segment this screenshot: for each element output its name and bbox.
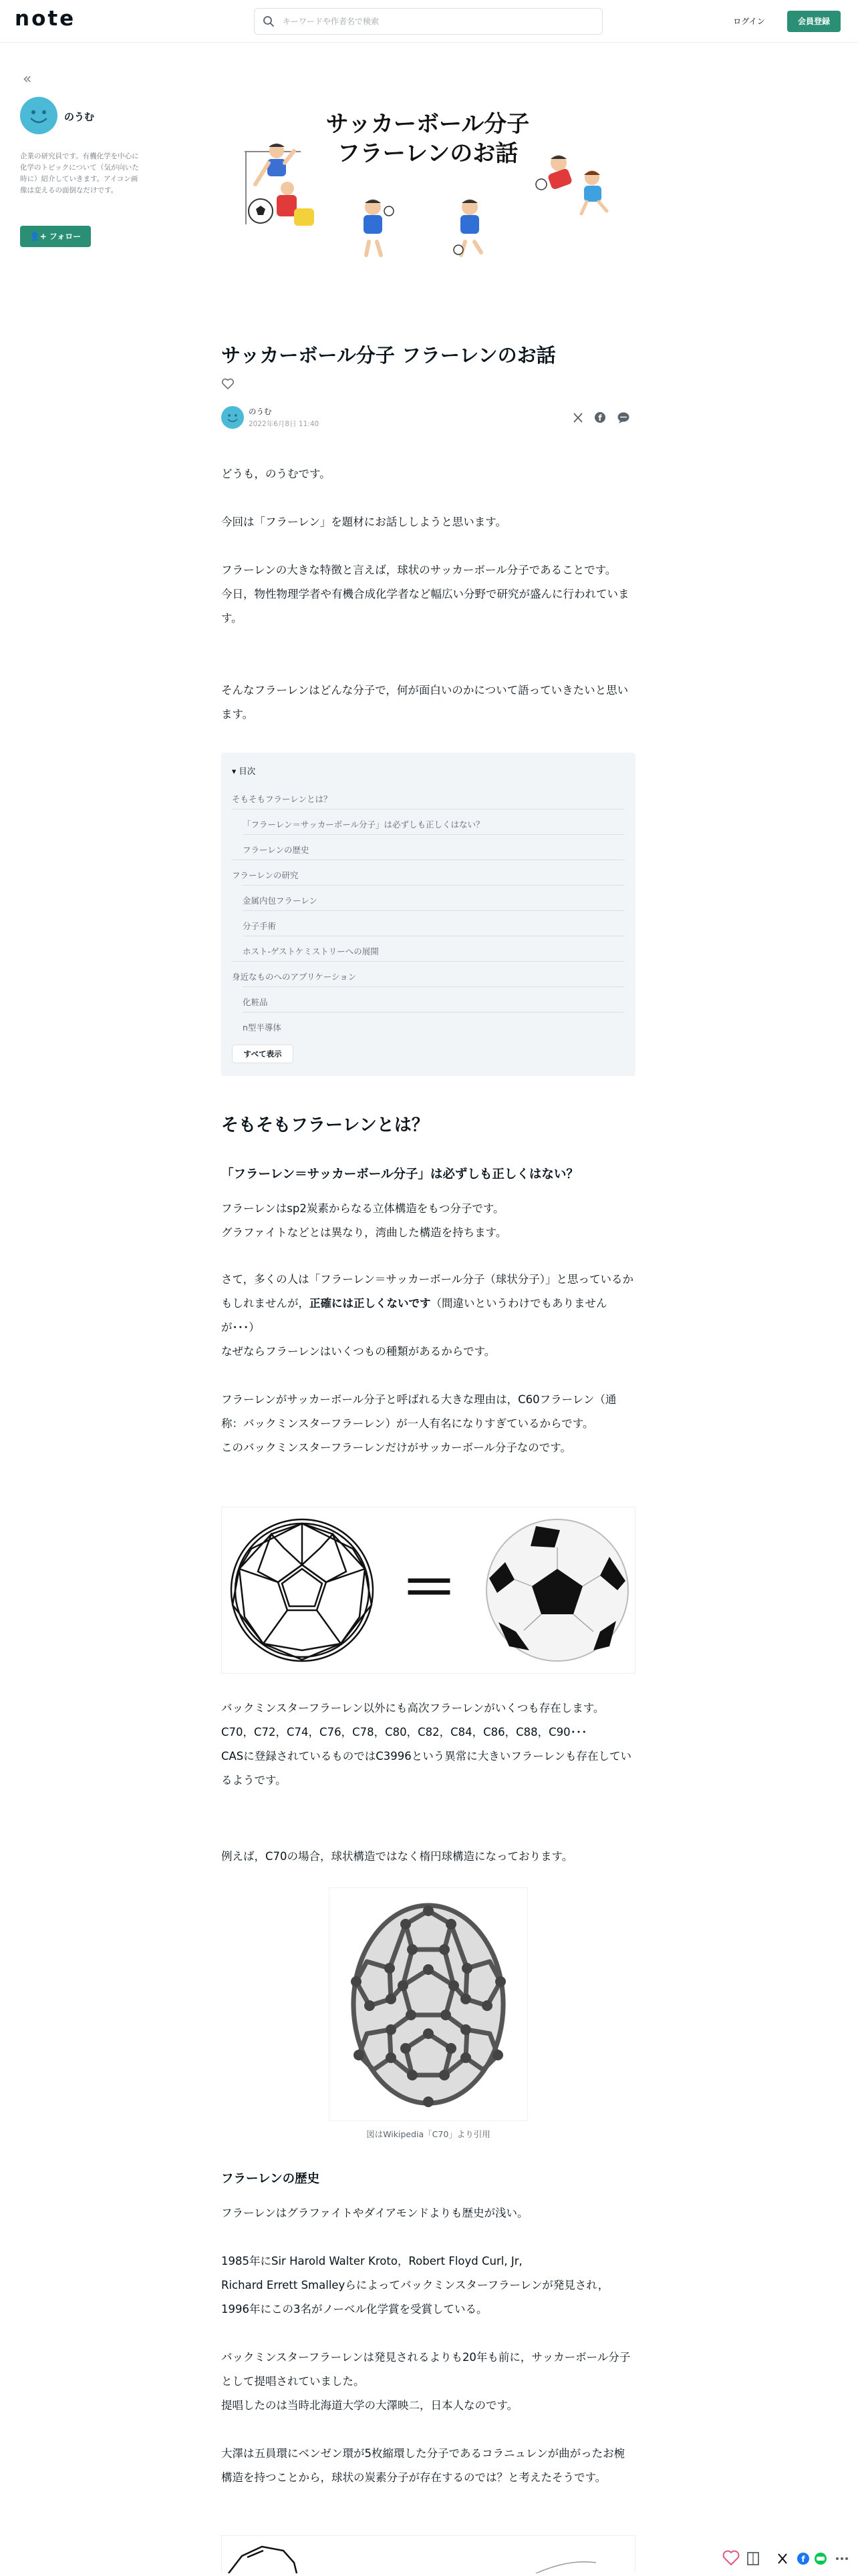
hero-title — [221, 110, 635, 168]
show-all-toc-button[interactable]: すべて表示 — [232, 1045, 293, 1063]
c70-molecule-figure — [329, 1887, 528, 2121]
toc-item[interactable]: 分子手術 — [243, 921, 277, 931]
sidebar-author-name[interactable]: のうむ — [64, 111, 95, 123]
author-avatar[interactable] — [20, 97, 57, 134]
signup-button[interactable]: 会員登録 — [787, 11, 841, 32]
site-header — [0, 0, 858, 43]
search-box[interactable] — [254, 8, 603, 35]
toc-item[interactable]: ホスト-ゲストケミストリーへの展開 — [243, 946, 379, 956]
paragraph: さて，多くの人は「フラーレン＝サッカーボール分子（球状分子）」と思っているかもしれませんが，正確には正しくないです（間違いというわけでもありませんが･･･） なぜならフラーレンはいくつもの種類があるからです。 — [221, 1273, 634, 1358]
c60-structure-diagram — [231, 1519, 373, 1661]
more-options-icon[interactable] — [836, 2557, 848, 2560]
paragraph: バックミンスターフラーレン以外にも高次フラーレンがいくつも存在します。 C70，C72，C74，C76，C78，C80，C82，C84，C86，C88，C90･･･ CASに登録されているものではC3996という異常に大きいフラーレンも存在しているようです。 — [221, 1702, 632, 1787]
svg-text:f: f — [598, 413, 602, 423]
divider — [243, 834, 625, 835]
toc-item[interactable]: フラーレンの研究 — [232, 870, 299, 880]
paragraph: そんなフラーレンはどんな分子で，何が面白いのかについて語っていきたいと思います。 — [221, 684, 629, 721]
fullerene-soccer-figure — [221, 1507, 635, 1674]
paragraph: フラーレンがサッカーボール分子と呼ばれる大きな理由は，C60フラーレン（通称：バックミンスターフラーレン）が一人有名になりすぎているからです。 このバックミンスターフラーレンだけがサッカーボール分子なのです。 — [221, 1393, 617, 1454]
note-logo[interactable]: note — [15, 7, 76, 31]
toc-item[interactable]: 「フラーレン＝サッカーボール分子」は必ずしも正しくはない？ — [243, 819, 484, 830]
x-share-icon[interactable] — [574, 413, 582, 422]
toc-item[interactable]: そもそもフラーレンとは？ — [232, 794, 332, 804]
table-of-contents — [221, 753, 635, 1076]
divider — [243, 885, 625, 886]
paragraph: どうも，のうむです。 — [221, 468, 331, 480]
search-input[interactable] — [281, 13, 589, 30]
paragraph: バックミンスターフラーレンは発見されるよりも20年も前に，サッカーボール分子として提唱されていました。 提唱したのは当時北海道大学の大澤映二，日本人なのです。 — [221, 2351, 631, 2412]
author-name[interactable]: のうむ — [249, 407, 272, 416]
collapse-sidebar-icon[interactable]: « — [23, 71, 32, 87]
facebook-share-icon[interactable] — [595, 412, 605, 423]
paragraph: 今回は「フラーレン」を題材にお話ししようと思います。 — [221, 516, 507, 528]
figure-caption: 図はWikipedia「C70」より引用 — [366, 2129, 490, 2139]
share-buttons — [567, 410, 633, 425]
subsection-heading: フラーレンの歴史 — [221, 2172, 320, 2186]
hero-title-line2: フラーレンのお話 — [337, 140, 519, 167]
facebook-share-icon[interactable] — [797, 2553, 809, 2565]
follow-button[interactable] — [20, 226, 91, 247]
toc-item[interactable]: フラーレンの歴史 — [243, 845, 309, 855]
line-share-icon[interactable] — [618, 413, 629, 424]
svg-text:f: f — [801, 2555, 805, 2564]
login-button[interactable]: ログイン — [733, 17, 765, 26]
divider — [232, 961, 625, 962]
paragraph: 例えば，C70の場合，球状構造ではなく楕円球構造になっております。 — [221, 1850, 573, 1863]
toc-item[interactable]: 化粧品 — [243, 997, 268, 1007]
divider — [243, 986, 625, 987]
user-plus-icon: 👤+ — [29, 232, 47, 241]
toc-item[interactable]: 身近なものへのアプリケーション — [232, 972, 357, 982]
publish-date: 2022年6月8日 11:40 — [249, 420, 319, 428]
article-title: サッカーボール分子 フラーレンのお話 — [221, 344, 556, 367]
section-heading: そもそもフラーレンとは？ — [221, 1115, 429, 1135]
toc-heading[interactable]: ▾ 目次 — [232, 766, 256, 776]
toc-item[interactable]: 金属内包フラーレン — [243, 896, 317, 906]
divider — [243, 910, 625, 911]
hero-image — [221, 77, 635, 289]
equals-sign: ＝ — [400, 1555, 458, 1622]
divider — [243, 1012, 625, 1013]
subsection-heading: 「フラーレン＝サッカーボール分子」は必ずしも正しくはない？ — [221, 1167, 579, 1181]
floating-action-bar — [720, 2542, 858, 2573]
soccer-ball-image — [486, 1519, 628, 1661]
paragraph: フラーレンはsp2炭素からなる立体構造をもつ分子です。 グラファイトなどとは異なり，湾曲した構造を持ちます。 — [221, 1202, 507, 1239]
paragraph: 大澤は五員環にベンゼン環が5枚縮環した分子であるコラニュレンが曲がったお椀構造を持つことから，球状の炭素分子が存在するのでは？と考えたそうです。 — [221, 2447, 625, 2484]
bold-text: 正確には正しくないです — [309, 1297, 431, 1310]
line-share-icon[interactable] — [815, 2553, 827, 2565]
follow-label: フォロー — [49, 232, 82, 241]
paragraph: フラーレンはグラファイトやダイアモンドよりも歴史が浅い。 — [221, 2207, 529, 2219]
corannulene-figure — [221, 2535, 635, 2573]
toc-item[interactable]: n型半導体 — [243, 1023, 281, 1033]
search-icon — [263, 15, 275, 27]
paragraph: フラーレンの大きな特徴と言えば，球状のサッカーボール分子であることです。 今日，物性物理学者や有機合成化学者など幅広い分野で研究が盛んに行われています。 — [221, 564, 629, 624]
hero-title-line1: サッカーボール分子 — [325, 111, 530, 138]
like-heart-icon[interactable] — [221, 378, 235, 390]
paragraph: 1985年にSir Harold Walter Kroto，Robert Floyd Curl, Jr, Richard Errett Smalleyらによってバックミンスターフラーレンが発見され，1996年にこの3名がノーベル化学賞を受賞している。 — [221, 2255, 609, 2316]
author-bio: 企業の研究員です。有機化学を中心に化学のトピックについて（気が向いた時に）紹介していきます。アイコン画像は変えるの面倒なだけです。 — [20, 152, 139, 194]
caret-down-icon: ▾ — [232, 766, 239, 776]
author-avatar-small[interactable] — [221, 406, 244, 429]
